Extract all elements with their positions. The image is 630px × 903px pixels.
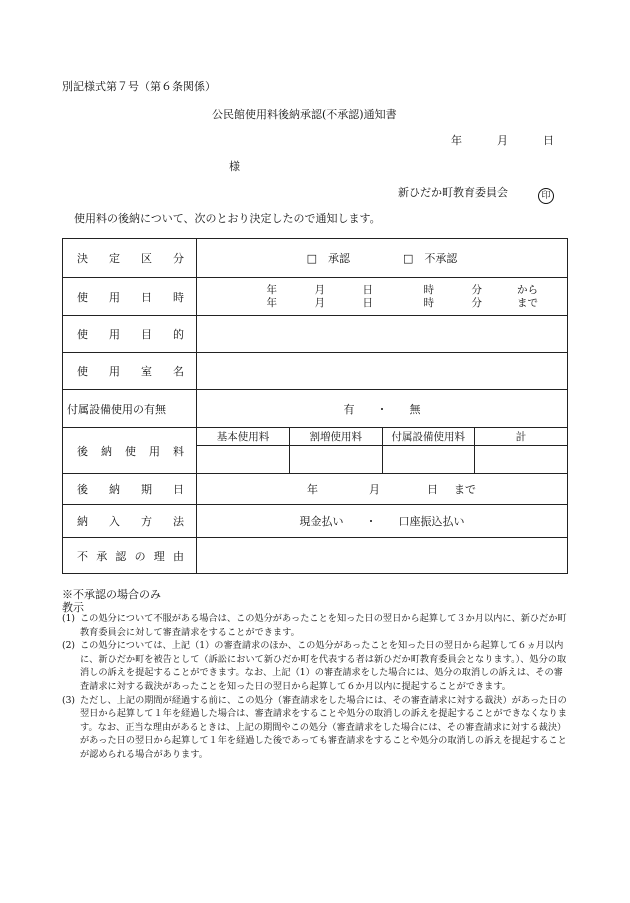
row-purpose xyxy=(63,316,568,353)
equipment-options[interactable]: 有 ・ 無 xyxy=(197,390,568,428)
date-year-label: 年 xyxy=(451,134,462,147)
purpose-field[interactable] xyxy=(197,316,568,353)
deferred-due-field[interactable]: 年 月 日 まで xyxy=(197,474,568,505)
seal-icon: 印 xyxy=(538,183,554,204)
row-rejection-reason xyxy=(63,538,568,574)
addressee-suffix: 様 xyxy=(229,160,240,173)
payment-method-options[interactable]: 現金払い ・ 口座振込払い xyxy=(197,505,568,538)
issuer-name: 新ひだか町教育委員会 xyxy=(398,186,508,199)
usage-datetime-field[interactable] xyxy=(197,278,568,316)
form-number: 別記様式第７号（第６条関係） xyxy=(62,80,216,93)
usage-notice-table xyxy=(62,238,568,574)
rejection-reason-field[interactable] xyxy=(197,538,568,574)
date-day-label: 日 xyxy=(543,134,554,147)
instruction-item: (1) この処分について不服がある場合は、この処分があったことを知った日の翌日から起算して３か月以内に、新ひだか町教育委員会に対して審査請求をすることができます。 xyxy=(62,613,567,638)
option-approved[interactable]: □ 承認 xyxy=(306,252,350,265)
instruction-heading: 教示 xyxy=(62,601,84,614)
fee-equipment-field[interactable] xyxy=(382,446,475,474)
label-purpose: 使 用 目 的 xyxy=(63,316,197,353)
option-rejected[interactable]: □ 不承認 xyxy=(403,252,458,265)
decision-options xyxy=(197,239,568,278)
label-rejection-reason: 不 承 認 の 理 由 xyxy=(63,538,197,574)
fee-header-total: 計 xyxy=(475,428,568,446)
row-deferred-due xyxy=(63,474,568,505)
fee-surcharge-field[interactable] xyxy=(290,446,383,474)
room-field[interactable] xyxy=(197,353,568,390)
label-decision: 決 定 区 分 xyxy=(63,239,197,278)
label-deferred-due: 後 納 期 日 xyxy=(63,474,197,505)
label-deferred-fee: 後 納 使 用 料 xyxy=(63,428,197,474)
intro-text: 使用料の後納について、次のとおり決定したので通知します。 xyxy=(74,212,381,225)
fee-header-surcharge: 割増使用料 xyxy=(290,428,383,446)
fee-header-basic: 基本使用料 xyxy=(197,428,290,446)
instruction-list xyxy=(62,612,570,762)
fee-basic-field[interactable] xyxy=(197,446,290,474)
fee-total-field[interactable] xyxy=(475,446,568,474)
row-room xyxy=(63,353,568,390)
row-payment-method xyxy=(63,505,568,538)
document-title: 公民館使用料後納承認(不承認)通知書 xyxy=(212,108,397,121)
rejection-only-note: ※不承認の場合のみ xyxy=(62,588,161,601)
date-month-label: 月 xyxy=(497,134,508,147)
row-usage-datetime xyxy=(63,278,568,316)
label-equipment: 付属設備使用の有無 xyxy=(63,390,197,428)
deferred-fee-grid xyxy=(197,428,568,474)
instruction-item: (3) ただし、上記の期間が経過する前に、この処分（審査請求をした場合には、その審査請求に対する裁決）があった日の翌日から起算して１年を経過した場合は、審査請求をすることや処分の取消しの訴えを提起することができなくなります。なお、正当な理由があるときは、上記の期間やこの処分（審査請求をした場合には、その審査請求に対する裁決）があった日の翌日から起算して１年を経過した後であっても審査請求をすることや処分の取消しの訴えを提起することが認められる場合があります。 xyxy=(62,694,567,760)
label-room: 使 用 室 名 xyxy=(63,353,197,390)
label-payment-method: 納 入 方 法 xyxy=(63,505,197,538)
fee-header-equipment: 付属設備使用料 xyxy=(382,428,475,446)
row-decision xyxy=(63,239,568,278)
row-equipment xyxy=(63,390,568,428)
instruction-item: (2) この処分については、上記（1）の審査請求のほか、この処分があったことを知った日の翌日から起算して６ヵ月以内に、新ひだか町を被告として（訴訟において新ひだか町を代表する者は新ひだか町教育委員会となります。）、処分の取消しの訴えを提起することができます。なお、上記（1）の審査請求をした場合には、処分の取消しの訴えは、その審査請求に対する裁決があったことを知った日の翌日から起算して６か月以内に提起することができます。 xyxy=(62,640,567,692)
row-deferred-fee xyxy=(63,428,568,474)
usage-datetime-until: 年 月 日 時 分 まで xyxy=(266,296,538,309)
label-usage-datetime: 使 用 日 時 xyxy=(63,278,197,316)
usage-datetime-from: 年 月 日 時 分 から xyxy=(266,283,538,296)
